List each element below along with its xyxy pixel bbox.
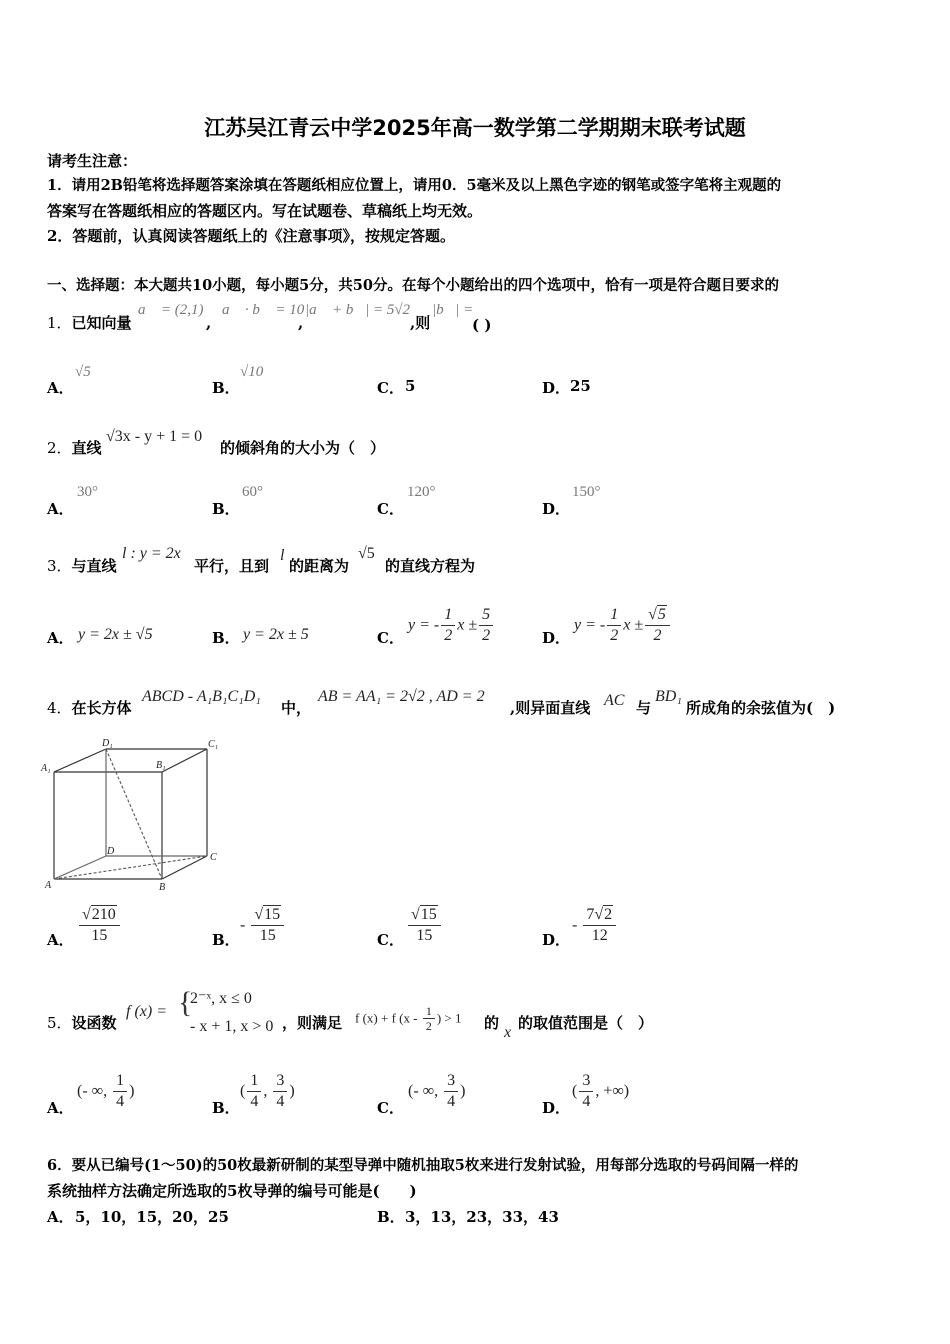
q1-option-b-label[interactable]: B． — [212, 379, 240, 397]
q4-line-ac: AC — [604, 692, 625, 709]
notice-item-2: 2．答题前，认真阅读答题纸上的《注意事项》，按规定答题。 — [47, 227, 455, 245]
q3-distance: √5 — [358, 545, 375, 562]
q2-text: 直线 — [71, 439, 102, 457]
notice-item-1-cont: 答案写在答题纸相应的答题区内。写在试题卷、草稿纸上均无效。 — [47, 202, 483, 220]
q1-paren: ( ) — [472, 316, 492, 334]
q2-option-d-label[interactable]: D． — [542, 500, 571, 518]
q5-option-b-label[interactable]: B． — [212, 1099, 240, 1117]
q1-math-sum: |a⃗ + b⃗| = 5√2 — [305, 302, 411, 318]
q4-option-c-label[interactable]: C． — [377, 931, 404, 949]
q1-option-a: √5 — [75, 364, 91, 380]
q4-text-d: 与 — [636, 699, 652, 717]
q1-number: 1． — [47, 314, 72, 332]
q2-option-b: 60° — [242, 484, 263, 500]
q4-option-b: - $\frac{√15}{15}$ — [240, 905, 286, 946]
q3-option-c: y = - $\frac{1}{2}$ x ± $\frac{5}{2}$ — [408, 605, 495, 646]
q5-option-b: ( $\frac{1}{4}$ , $\frac{3}{4}$ ) — [240, 1072, 295, 1110]
q6-stem-line-1: 6．要从已编号(1～50)的50枚最新研制的某型导弹中随机抽取5枚来进行发射试验，用每部分选取的号码间隔一样的 — [47, 1157, 799, 1174]
q3-text-c: 的距离为 — [289, 557, 350, 575]
label-b1: B₁ — [156, 760, 166, 771]
q2-option-c-label[interactable]: C． — [377, 500, 404, 518]
q2-equation: √3x - y + 1 = 0 — [106, 428, 203, 445]
q6-stem-line-2: 系统抽样方法确定所选取的5枚导弹的编号可能是( ) — [47, 1182, 417, 1200]
q2-option-b-label[interactable]: B． — [212, 500, 240, 518]
q5-text-c: 的 — [484, 1014, 500, 1032]
q5-option-d-label[interactable]: D． — [542, 1099, 571, 1117]
q1-stem — [47, 313, 132, 333]
q3-number: 3． — [47, 557, 72, 575]
q4-text-b: 中， — [281, 699, 312, 717]
notice-heading: 请考生注意： — [47, 152, 138, 170]
label-d: D — [107, 846, 115, 857]
q1-math-b: |b⃗| = — [432, 302, 474, 318]
q5-brace: { — [178, 986, 193, 1019]
q2-option-d: 150° — [572, 484, 601, 500]
q5-inequality: f (x) + f (x - $\frac{1}{2}$ ) > 1 — [355, 1004, 462, 1033]
q3-line-eq: l : y = 2x — [122, 545, 181, 562]
label-c1: C₁ — [208, 739, 219, 750]
q5-text-d: 的取值范围是（ ） — [518, 1014, 654, 1032]
q5-case-2: - x + 1, x > 0 — [190, 1018, 274, 1035]
cuboid-figure — [40, 736, 225, 896]
q3-option-b-label[interactable]: B． — [212, 629, 240, 647]
q3-text-b: 平行，且到 — [194, 557, 270, 575]
q4-line-bd1: BD₁ — [655, 688, 682, 705]
q5-option-d: ( $\frac{3}{4}$ , +∞) — [572, 1072, 630, 1110]
q5-function: f (x) = — [126, 1003, 167, 1020]
q5-x: x — [504, 1024, 512, 1041]
q6-option-b: 3，13，23，33，43 — [405, 1208, 559, 1226]
q5-text: 设函数 — [71, 1014, 117, 1032]
q4-condition: AB = AA₁ = 2√2 , AD = 2 — [318, 688, 485, 705]
q6-option-b-label[interactable]: B． — [377, 1208, 405, 1226]
q3-option-c-label[interactable]: C． — [377, 629, 404, 647]
q1-option-a-label[interactable]: A． — [47, 379, 74, 397]
q2-text-b: 的倾斜角的大小为（ ） — [220, 439, 386, 457]
label-d1: D₁ — [102, 738, 113, 749]
q5-text-b: ，则满足 — [282, 1014, 343, 1032]
section-heading: 一、选择题：本大题共10小题，每小题5分，共50分。在每个小题给出的四个选项中，恰有一项是符合题目要求的 — [47, 277, 779, 294]
q4-text-c: ,则异面直线 — [510, 699, 591, 717]
diagonal-bd1 — [106, 749, 162, 879]
q4-option-b-label[interactable]: B． — [212, 931, 240, 949]
q1-option-c: 5 — [405, 377, 416, 395]
q3-l: l — [280, 547, 285, 564]
q4-option-d-label[interactable]: D． — [542, 931, 571, 949]
q1-math-ab: a⃗ · b⃗ = 10 — [222, 302, 305, 318]
q1-option-c-label[interactable]: C． — [377, 379, 404, 397]
q4-solid: ABCD - A₁B₁C₁D₁ — [142, 688, 261, 705]
q1-option-d-label[interactable]: D． — [542, 379, 571, 397]
q4-option-d: - $\frac{7√2}{12}$ — [572, 905, 618, 946]
q5-option-a: (- ∞, $\frac{1}{4}$ ) — [77, 1072, 135, 1110]
q5-option-c-label[interactable]: C． — [377, 1099, 404, 1117]
q2-number: 2． — [47, 439, 72, 457]
q4-option-c: $\frac{√15}{15}$ — [406, 905, 443, 946]
q3-option-a: y = 2x ± √5 — [78, 626, 153, 643]
edge-a1d1 — [54, 749, 106, 772]
q4-option-a-label[interactable]: A． — [47, 931, 74, 949]
label-b: B — [159, 882, 166, 893]
q3-option-b: y = 2x ± 5 — [243, 626, 309, 643]
q2-option-a-label[interactable]: A． — [47, 500, 74, 518]
q4-number: 4． — [47, 699, 72, 717]
q3-option-d: y = - $\frac{1}{2}$ x ± $\frac{√5}{2}$ — [574, 605, 672, 646]
q3-option-d-label[interactable]: D． — [542, 629, 571, 647]
q6-option-a-label[interactable]: A． — [47, 1208, 74, 1226]
q5-case-1: 2⁻ˣ, x ≤ 0 — [190, 990, 252, 1007]
q6-option-a: 5，10，15，20，25 — [75, 1208, 229, 1226]
edge-b1c1 — [162, 749, 207, 772]
q1-text: 已知向量 — [71, 314, 132, 332]
q1-math-a: a⃗ = (2,1) — [138, 302, 204, 318]
q3-text: 与直线 — [71, 557, 117, 575]
q3-text-d: 的直线方程为 — [385, 557, 476, 575]
q5-option-c: (- ∞, $\frac{3}{4}$ ) — [408, 1072, 466, 1110]
label-a: A — [45, 880, 52, 891]
page-title: 江苏吴江青云中学2025年高一数学第二学期期末联考试题 — [204, 116, 746, 140]
label-c: C — [210, 852, 217, 863]
q1-text-b: ,则 — [410, 314, 431, 332]
q2-option-c: 120° — [407, 484, 436, 500]
q2-option-a: 30° — [77, 484, 98, 500]
q5-number: 5． — [47, 1014, 72, 1032]
q3-option-a-label[interactable]: A． — [47, 629, 74, 647]
q4-text-e: 所成角的余弦值为( ) — [686, 699, 836, 717]
label-a1: A₁ — [41, 763, 51, 774]
q5-option-a-label[interactable]: A． — [47, 1099, 74, 1117]
exam-page: 江苏吴江青云中学2025年高一数学第二学期期末联考试题 请考生注意： 1．请用2B铅笔将选择题答案涂填在答题纸相应位置上，请用0．5毫米及以上黑色字迹的钢笔或签字笔将主观题的 答案写在答题纸相应的答题区内。写在试题卷、草稿纸上均无效。 2．答题前，认真阅读答题纸上的《注意事项》，按规定答题。 一、选择题：本大题共10小题，每小题5分，共50分。在每个小题给出的四个选项中，恰有一项是符合题目要求的 1．已知向量 a⃗ = (2,1) , a⃗ · b⃗ = 10 , |a⃗ + b⃗| = 5√2 ,则 |b⃗| = ( ) A． √5 B． √10 C． 5 D． 25 2．直线 √3x - y + 1 = 0 的倾斜角的大小为（ ） A． 30° B． 60° C． 120° D． 150° 3．与直线 l : y = 2x 平行，且到 l 的距离为 √5 的直线方程为 A． y = 2x ± √5 B． y = 2x ± 5 C． y = - $\frac{1}{2}$ x ± $\frac{5}{2}$ D． y = - $\frac{1}{2}$ x ± $\frac{√5}{2}$ 4．在长方体 ABCD - A₁B₁C₁D₁ 中， AB = AA₁ = 2√2 , AD = 2 ,则异面直线 AC 与 BD₁ 所成角的余弦值为( ) D₁ C₁ A₁ B₁ D C A B A． $\frac{√210}{15}$ B． - $\frac{√15}{15}$ C． $\frac{√15}{15}$ D． - $\frac{7√2}{12}$ 5．设函数 f (x) = { 2⁻ˣ, x ≤ 0 - x + 1, x > 0 ，则满足 f (x) + f (x - $\frac{1}{2}$ ) > 1 的 x 的取值范围是（ ） A． (- ∞, $\frac{1}{4}$ ) B． ( $\frac{1}{4}$ , $\frac{3}{4}$ ) C． (- ∞, $\frac{3}{4}$ ) D． ( $\frac{3}{4}$ , +∞) 6．要从已编号(1～50)的50枚最新研制的某型导弹中随机抽取5枚来进行发射试验，用每部分选取的号码间隔一样的 系统抽样方法确定所选取的5枚导弹的编号可能是( ) A． 5，10，15，20，25 B． 3，13，23，33，43 — [0, 0, 950, 1344]
q1-option-b: √10 — [240, 364, 264, 380]
q4-option-a: $\frac{√210}{15}$ — [77, 905, 122, 946]
q4-text: 在长方体 — [71, 699, 132, 717]
notice-item-1: 1．请用2B铅笔将选择题答案涂填在答题纸相应位置上，请用0．5毫米及以上黑色字迹的钢笔或签字笔将主观题的 — [47, 177, 782, 194]
q1-option-d: 25 — [570, 377, 591, 395]
